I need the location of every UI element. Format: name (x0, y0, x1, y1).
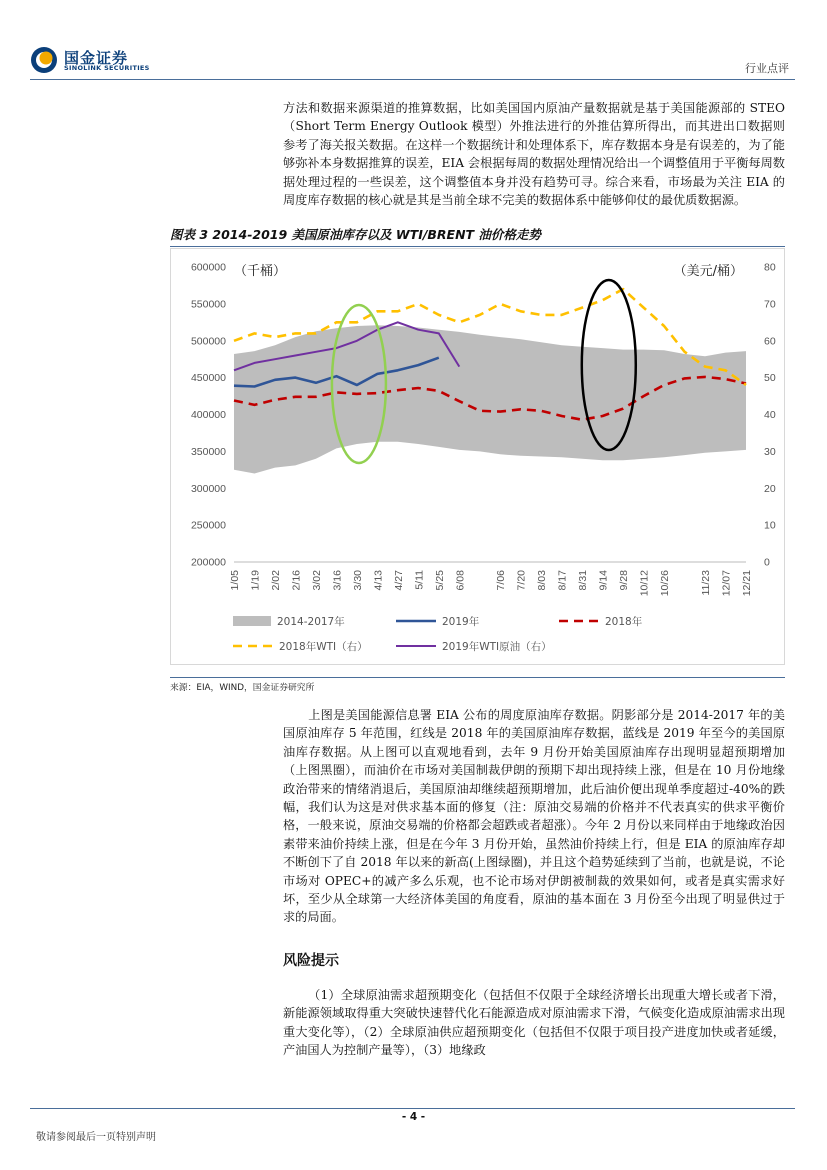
x-tick-label: 3/16 (331, 570, 344, 591)
left-tick-label: 250000 (190, 519, 226, 532)
right-tick-label: 20 (764, 482, 776, 495)
left-tick-label: 600000 (190, 261, 226, 274)
paragraph-analysis (283, 706, 785, 927)
x-tick-label: 8/31 (577, 570, 590, 591)
x-tick-label: 4/27 (392, 570, 405, 591)
right-tick-label: 0 (764, 556, 770, 569)
right-tick-label: 70 (764, 298, 776, 311)
inventory-price-chart (171, 249, 784, 664)
figure-title: 图表 3 2014-2019 美国原油库存以及 WTI/BRENT 油价格走势 (170, 225, 785, 247)
page-number: - 4 - (401, 1111, 426, 1123)
right-tick-label: 10 (764, 519, 776, 532)
legend-label: 2018年 (605, 616, 643, 628)
company-logo (30, 46, 160, 78)
x-tick-label: 3/30 (351, 570, 364, 591)
x-tick-label: 2/16 (290, 570, 303, 591)
legend-swatch-band (233, 616, 271, 626)
x-tick-label: 11/23 (700, 570, 713, 596)
right-tick-label: 50 (764, 372, 776, 385)
x-tick-label: 6/08 (454, 570, 467, 591)
header-divider (30, 79, 795, 80)
x-tick-label: 10/26 (659, 570, 672, 597)
right-axis-label: （美元/桶） (673, 264, 743, 279)
left-tick-label: 500000 (190, 335, 226, 348)
legend-label: 2014-2017年 (277, 616, 345, 628)
right-tick-label: 60 (764, 335, 776, 348)
footer-note: 敬请参阅最后一页特别声明 (36, 1132, 156, 1143)
x-tick-label: 1/05 (229, 570, 241, 591)
band-2014-2017 (234, 325, 746, 473)
x-tick-label: 9/28 (618, 570, 631, 591)
left-tick-label: 300000 (190, 482, 226, 495)
x-tick-label: 3/02 (310, 570, 323, 591)
right-tick-label: 30 (764, 445, 776, 458)
footer-divider (30, 1108, 795, 1109)
risk-heading: 风险提示 (283, 953, 339, 969)
x-tick-label: 8/03 (536, 570, 549, 591)
x-tick-label: 2/02 (269, 570, 282, 591)
source-divider (170, 677, 785, 678)
x-tick-label: 5/11 (413, 570, 426, 590)
x-tick-label: 9/14 (597, 570, 610, 591)
x-tick-label: 4/13 (372, 570, 385, 591)
legend-label: 2019年WTI原油（右） (442, 641, 552, 653)
legend-label: 2019年 (442, 616, 480, 628)
x-tick-label: 5/25 (433, 570, 446, 591)
legend-label: 2018年WTI（右） (279, 641, 368, 653)
x-tick-label: 1/19 (249, 570, 262, 591)
paragraph-risk (283, 986, 785, 1060)
paragraph-analysis-text: 上图是美国能源信息署 EIA 公布的周度原油库存数据。阴影部分是 2014-2017 年的美国原油库存 5 年范围，红线是 2018 年的美国原油库存数据，蓝线是 2019 年至今的美国原油库存数据。从上图可以直观地看到，去年 9 月份开始美国原油库存出现明显超预期增加（上图黑圈），而油价在市场对美国制裁伊朗的预期下却出现持续上涨，但是在 10 月份地缘政治带来的情绪消退后，美国原油却继续超预期增加，此后油价便出现单季度超过-40%的跌幅，我们认为这是对供求基本面的修复（注：原油交易端的价格并不代表真实的供求平衡价格，一般来说，原油交易端的价格都会超跌或者超涨）。今年 2 月份以来同样由于地缘政治因素带来油价持续上涨，但是在今年 3 月份开始，虽然油价持续上行，但是 EIA 的原油库存却不断创下了自 2018 年以来的新高(上图绿圈)，并且这个趋势延续到了当前，也就是说，不论市场对 OPEC+的减产多么乐观，也不论市场对伊朗被制裁的效果如何，或者是真实需求好坏，至少从全球第一大经济体美国的角度看，原油的基本面在 3 月份至今出现了明显供过于求的局面。 (283, 708, 785, 925)
logo-en: SINOLINK SECURITIES (64, 64, 150, 72)
left-axis-label: （千桶） (234, 264, 287, 279)
logo-cn: 国金证券 (64, 49, 129, 67)
right-tick-label: 80 (764, 261, 776, 274)
paragraph-risk-text: （1）全球原油需求超预期变化（包括但不仅限于全球经济增长出现重大增长或者下滑，新能源领域取得重大突破快速替代化石能源造成对原油需求下滑，气候变化造成原油需求出现重大变化等），（2）全球原油供应超预期变化（包括但不仅限于项目投产进度加快或者延缓，产油国人为控制产量等），（3）地缘政 (283, 988, 785, 1058)
x-tick-label: 10/12 (638, 570, 651, 597)
chart-container (170, 248, 785, 665)
figure-source: 来源：EIA，WIND，国金证券研究所 (170, 683, 315, 693)
x-tick-label: 8/17 (556, 570, 569, 591)
paragraph-intro: 方法和数据来源渠道的推算数据，比如美国国内原油产量数据就是基于美国能源部的 STEO（Short Term Energy Outlook 模型）外推法进行的外推估算所得出，而其进出口数据则参考了海关报关数据。在这样一个数据统计和处理体系下，库存数据本身是有误差的，为了能够弥补本身数据推算的误差，EIA 会根据每周的数据处理情况给出一个调整值用于平衡每周数据处理过程的一些误差，这个调整值本身并没有趋势可寻。综合来看，市场最为关注 EIA 的周度库存数据的核心就是其是当前全球不完美的数据体系中能够仰仗的最优质数据源。 (283, 101, 785, 208)
left-tick-label: 200000 (190, 556, 226, 569)
right-tick-label: 40 (764, 409, 776, 421)
left-tick-label: 550000 (190, 298, 226, 311)
x-tick-label: 12/21 (741, 570, 753, 597)
section-tag: 行业点评 (745, 62, 789, 75)
x-tick-label: 7/06 (495, 570, 508, 591)
x-tick-label: 12/07 (720, 570, 733, 597)
logo-icon (30, 46, 58, 74)
left-tick-label: 450000 (190, 372, 226, 385)
left-tick-label: 350000 (190, 445, 226, 458)
left-tick-label: 400000 (190, 409, 226, 421)
x-tick-label: 7/20 (515, 570, 528, 591)
